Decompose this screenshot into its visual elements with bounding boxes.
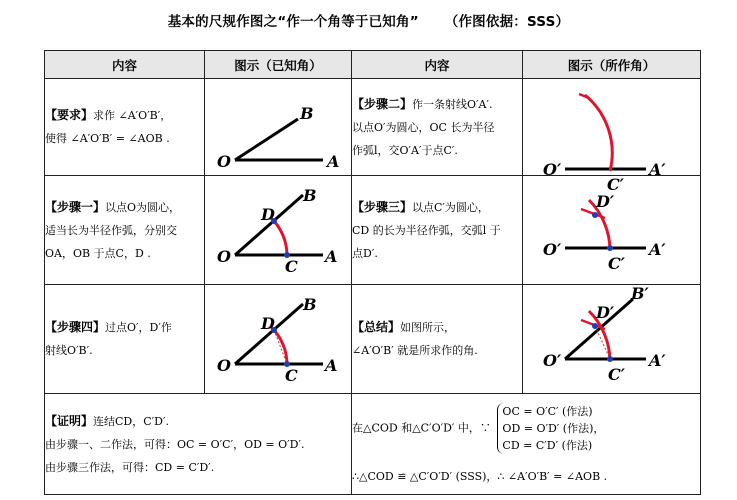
proof-condition-2: OD = O′D′ (作法) [502, 422, 594, 435]
label-b: B [300, 104, 314, 123]
requirement-line2: 使得 ∠A′O′B′ = ∠AOB . [45, 132, 170, 145]
step1-label: 【步骤一】 [45, 199, 106, 214]
label-d-prime: D′ [596, 192, 615, 211]
proof-condition-end: ， [593, 422, 605, 435]
ray-ob [235, 304, 303, 364]
step3-line3: 点D′. [352, 246, 378, 260]
figure-step4-given [205, 285, 352, 394]
proof-label: 【证明】 [45, 413, 94, 428]
label-o-prime: O′ [543, 240, 562, 259]
proof-left-cell [45, 394, 352, 495]
step3-diagram [523, 176, 701, 284]
given-angle-diagram [205, 79, 352, 175]
proof-right-cell [352, 394, 701, 495]
table-row [45, 285, 701, 394]
step2-cell [352, 79, 523, 176]
table-row [45, 394, 701, 495]
label-c-prime: C′ [607, 175, 624, 194]
header-content-2: 内容 [352, 51, 523, 79]
step2-label: 【步骤二】 [352, 96, 413, 111]
label-b-prime: B′ [631, 284, 649, 303]
label-o: O [217, 152, 231, 171]
step2-line2: 以点O′为圆心，OC 长为半径 [352, 120, 495, 134]
title-text: 基本的尺规作图之“作一个角等于已知角” [167, 14, 419, 30]
figure-step3 [523, 176, 701, 285]
label-o-prime: O′ [543, 351, 562, 370]
requirement-line1: 求作 ∠A′O′B′， [93, 109, 172, 122]
summary-diagram [523, 285, 701, 393]
label-o-prime: O′ [543, 160, 562, 179]
table-row [45, 176, 701, 285]
step1-line3: OA，OB 于点C，D . [45, 246, 151, 260]
figure-summary [523, 285, 701, 394]
step3-line1: 以点C′为圆心， [412, 200, 489, 214]
requirement-cell [45, 79, 205, 176]
header-content-1: 内容 [45, 51, 205, 79]
step2-line1: 作一条射线O′A′. [412, 97, 493, 111]
proof-condition-3: CD = C′D′ (作法) [502, 439, 593, 452]
label-a: A [325, 356, 338, 375]
proof-conclusion: ∴△COD ≌ △C′O′D′ (SSS)，∴ ∠A′O′B′ = ∠AOB . [352, 470, 608, 483]
point-d-prime [592, 323, 598, 329]
step1-line1: 以点O为圆心， [105, 200, 181, 214]
title-basis: （作图依据：SSS） [444, 14, 570, 30]
step4-label: 【步骤四】 [45, 320, 106, 334]
proof-line1: 连结CD，C′D′. [93, 414, 169, 428]
step1-diagram [205, 176, 352, 284]
proof-brace [497, 403, 604, 454]
point-d-prime [592, 212, 598, 218]
figure-step2 [523, 79, 701, 194]
label-a: A [325, 247, 338, 266]
ray-ob [235, 119, 298, 160]
proof-conditions [352, 403, 700, 454]
step1-line2: 适当长为半径作弧，分别交 [45, 223, 177, 237]
label-o: O [217, 356, 231, 375]
proof-intro: 在△COD 和△C′O′D′ 中，∵ [352, 421, 491, 435]
figure-given-angle [205, 79, 352, 176]
header-figure-given: 图示（已知角） [205, 51, 352, 79]
label-c: C [285, 366, 298, 385]
summary-line1: 如图所示， [400, 321, 456, 334]
step2-diagram [523, 79, 701, 194]
step3-cell [352, 176, 523, 285]
step4-line2: 射线O′B′. [45, 344, 93, 357]
label-c-prime: C′ [608, 365, 625, 384]
step4-line1: 过点O′，D′作 [105, 321, 172, 334]
construction-table [44, 50, 701, 495]
proof-condition-1: OC = O′C′ (作法) [502, 405, 593, 418]
label-a: A [327, 152, 340, 171]
label-c-prime: C′ [608, 254, 625, 273]
arc-l [585, 95, 612, 171]
label-d: D [261, 205, 275, 224]
label-b: B [303, 186, 317, 205]
label-a-prime: A′ [649, 351, 666, 370]
label-d: D [261, 314, 275, 333]
summary-label: 【总结】 [352, 320, 401, 334]
proof-line3: 由步骤三作法，可得：CD = C′D′. [45, 460, 215, 474]
point-c-prime [607, 245, 613, 251]
step3-label: 【步骤三】 [352, 199, 413, 214]
label-c: C [285, 257, 298, 276]
step3-line2: CD 的长为半径作弧，交弧l 于 [352, 223, 501, 237]
step4-cell [45, 285, 205, 394]
step2-line3: 作弧l，交O′A′于点C′. [352, 143, 458, 157]
label-o: O [217, 247, 231, 266]
summary-cell [352, 285, 523, 394]
step4-given-diagram [205, 285, 352, 393]
header-figure-constructed: 图示（所作角） [523, 51, 701, 79]
table-row [45, 79, 701, 176]
summary-line2: ∠A′O′B′ 就是所求作的角. [352, 344, 478, 357]
proof-line2: 由步骤一、二作法，可得：OC = O′C′，OD = O′D′. [45, 437, 305, 451]
label-a-prime: A′ [649, 160, 666, 179]
header-row [45, 51, 701, 79]
label-b: B [303, 295, 317, 314]
step1-cell [45, 176, 205, 285]
figure-step1 [205, 176, 352, 285]
label-d-prime: D′ [596, 303, 615, 322]
page-title [0, 10, 737, 30]
ray-ob [235, 195, 303, 255]
point-c-prime [607, 356, 613, 362]
label-a-prime: A′ [649, 240, 666, 259]
requirement-label: 【要求】 [45, 108, 94, 122]
